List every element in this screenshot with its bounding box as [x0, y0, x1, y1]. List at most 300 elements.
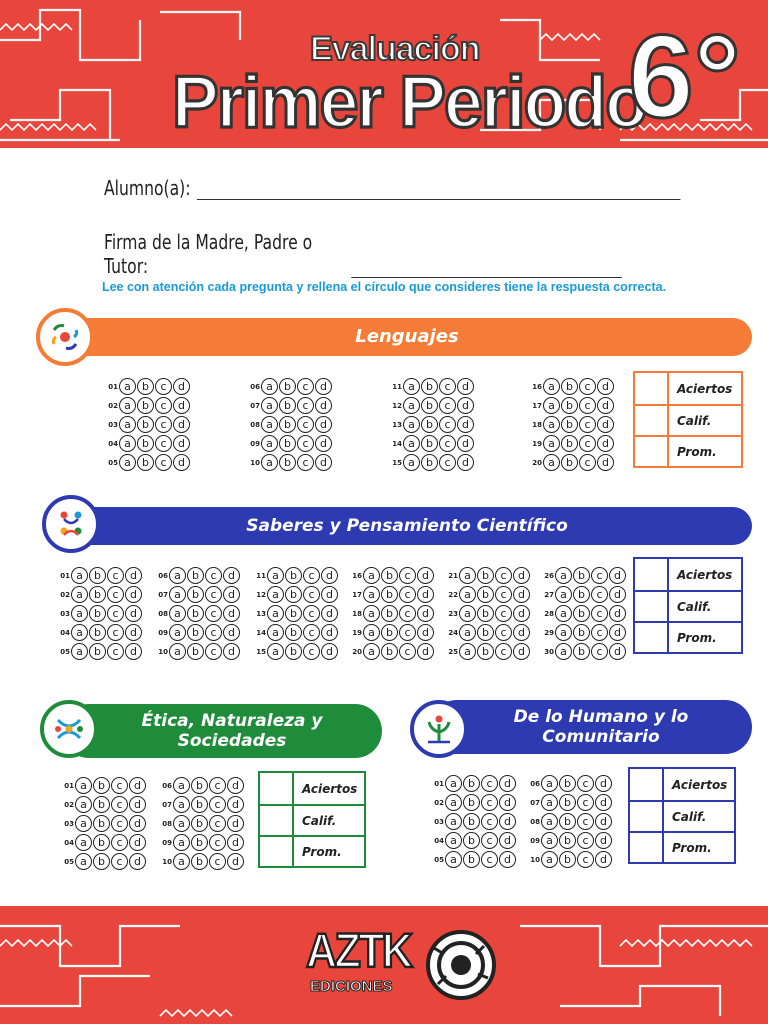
answer-bubble-d[interactable]: d [321, 586, 338, 603]
answer-bubble-d[interactable]: d [129, 853, 146, 870]
answer-bubble-d[interactable]: d [513, 567, 530, 584]
answer-bubble-c[interactable]: c [209, 815, 226, 832]
answer-bubble-b[interactable]: b [191, 834, 208, 851]
answer-bubble-b[interactable]: b [477, 605, 494, 622]
answer-bubble-d[interactable]: d [595, 775, 612, 792]
answer-bubble-b[interactable]: b [561, 416, 578, 433]
answer-bubble-b[interactable]: b [93, 777, 110, 794]
answer-bubble-b[interactable]: b [559, 775, 576, 792]
answer-bubble-a[interactable]: a [541, 775, 558, 792]
answer-bubble-c[interactable]: c [107, 643, 124, 660]
answer-bubble-c[interactable]: c [439, 416, 456, 433]
answer-bubble-d[interactable]: d [499, 794, 516, 811]
answer-bubble-a[interactable]: a [403, 397, 420, 414]
aciertos-input[interactable] [635, 559, 669, 590]
guardian-signature-line[interactable] [351, 258, 622, 278]
answer-bubble-b[interactable]: b [285, 605, 302, 622]
answer-bubble-a[interactable]: a [75, 815, 92, 832]
answer-bubble-a[interactable]: a [71, 643, 88, 660]
answer-bubble-d[interactable]: d [417, 624, 434, 641]
answer-bubble-d[interactable]: d [125, 567, 142, 584]
answer-bubble-d[interactable]: d [173, 397, 190, 414]
answer-bubble-c[interactable]: c [209, 834, 226, 851]
answer-bubble-b[interactable]: b [187, 605, 204, 622]
answer-bubble-d[interactable]: d [321, 643, 338, 660]
answer-bubble-b[interactable]: b [285, 643, 302, 660]
answer-bubble-b[interactable]: b [279, 378, 296, 395]
answer-bubble-a[interactable]: a [75, 777, 92, 794]
answer-bubble-d[interactable]: d [597, 397, 614, 414]
answer-bubble-c[interactable]: c [205, 586, 222, 603]
answer-bubble-c[interactable]: c [155, 378, 172, 395]
answer-bubble-c[interactable]: c [111, 815, 128, 832]
calif-input[interactable] [630, 800, 664, 831]
answer-bubble-b[interactable]: b [477, 643, 494, 660]
answer-bubble-b[interactable]: b [89, 643, 106, 660]
answer-bubble-d[interactable]: d [417, 605, 434, 622]
answer-bubble-b[interactable]: b [93, 796, 110, 813]
answer-bubble-b[interactable]: b [573, 567, 590, 584]
answer-bubble-c[interactable]: c [303, 567, 320, 584]
answer-bubble-c[interactable]: c [107, 586, 124, 603]
evaluation-title: Evaluación [310, 30, 480, 68]
answer-bubble-c[interactable]: c [577, 794, 594, 811]
answer-bubble-a[interactable]: a [173, 777, 190, 794]
answer-bubble-c[interactable]: c [205, 624, 222, 641]
guardian-signature-field[interactable] [104, 230, 622, 278]
etica-icon [40, 700, 98, 758]
answer-bubble-a[interactable]: a [71, 586, 88, 603]
answer-bubble-b[interactable]: b [477, 567, 494, 584]
answer-bubble-a[interactable]: a [459, 624, 476, 641]
answer-bubble-a[interactable]: a [169, 643, 186, 660]
answer-bubble-d[interactable]: d [457, 416, 474, 433]
aciertos-input[interactable] [630, 769, 664, 800]
prom-input[interactable] [635, 435, 669, 466]
answer-bubble-b[interactable]: b [421, 454, 438, 471]
answer-bubble-d[interactable]: d [513, 624, 530, 641]
answer-bubble-d[interactable]: d [595, 832, 612, 849]
prom-input[interactable] [630, 831, 664, 862]
answer-bubble-c[interactable]: c [297, 454, 314, 471]
answer-bubble-c[interactable]: c [297, 378, 314, 395]
answer-bubble-a[interactable]: a [543, 416, 560, 433]
answer-bubble-b[interactable]: b [559, 832, 576, 849]
answer-bubble-c[interactable]: c [399, 624, 416, 641]
answer-bubble-b[interactable]: b [191, 777, 208, 794]
answer-bubble-d[interactable]: d [129, 815, 146, 832]
answer-bubble-a[interactable]: a [459, 605, 476, 622]
answer-bubble-d[interactable]: d [609, 586, 626, 603]
answer-bubble-a[interactable]: a [543, 454, 560, 471]
answer-bubble-d[interactable]: d [129, 777, 146, 794]
answer-bubble-c[interactable]: c [579, 454, 596, 471]
calif-input[interactable] [635, 590, 669, 621]
answer-bubble-a[interactable]: a [261, 416, 278, 433]
answer-bubble-d[interactable]: d [417, 643, 434, 660]
answer-bubble-a[interactable]: a [363, 567, 380, 584]
answer-bubble-a[interactable]: a [363, 605, 380, 622]
answer-bubble-b[interactable]: b [187, 567, 204, 584]
answer-bubble-b[interactable]: b [381, 643, 398, 660]
answer-bubble-d[interactable]: d [173, 435, 190, 452]
answer-bubble-a[interactable]: a [169, 586, 186, 603]
answer-bubble-b[interactable]: b [89, 567, 106, 584]
answer-bubble-c[interactable]: c [399, 605, 416, 622]
answer-bubble-d[interactable]: d [223, 624, 240, 641]
answer-bubble-d[interactable]: d [499, 813, 516, 830]
answer-bubble-d[interactable]: d [227, 777, 244, 794]
answer-bubble-b[interactable]: b [191, 853, 208, 870]
answer-bubble-d[interactable]: d [499, 832, 516, 849]
answer-bubble-a[interactable]: a [541, 813, 558, 830]
answer-bubble-b[interactable]: b [477, 624, 494, 641]
answer-bubble-c[interactable]: c [591, 624, 608, 641]
answer-bubble-a[interactable]: a [71, 605, 88, 622]
answer-bubble-d[interactable]: d [129, 796, 146, 813]
answer-bubble-d[interactable]: d [227, 796, 244, 813]
answer-bubble-c[interactable]: c [481, 813, 498, 830]
answer-bubble-d[interactable]: d [227, 834, 244, 851]
answer-bubble-b[interactable]: b [279, 397, 296, 414]
answer-bubble-c[interactable]: c [481, 794, 498, 811]
aciertos-input[interactable] [260, 773, 294, 804]
answer-bubble-d[interactable]: d [321, 624, 338, 641]
answer-bubble-c[interactable]: c [155, 397, 172, 414]
answer-bubble-b[interactable]: b [187, 643, 204, 660]
answer-bubble-c[interactable]: c [439, 454, 456, 471]
question-number: 18 [352, 609, 362, 618]
answer-bubble-b[interactable]: b [279, 435, 296, 452]
answer-bubble-b[interactable]: b [285, 586, 302, 603]
answer-bubble-d[interactable]: d [227, 815, 244, 832]
answer-bubble-d[interactable]: d [499, 851, 516, 868]
answer-bubble-a[interactable]: a [555, 567, 572, 584]
answer-bubble-b[interactable]: b [93, 815, 110, 832]
answer-bubble-a[interactable]: a [459, 643, 476, 660]
answer-bubble-b[interactable]: b [381, 624, 398, 641]
answer-bubble-b[interactable]: b [463, 832, 480, 849]
answer-bubble-a[interactable]: a [403, 416, 420, 433]
answer-bubble-d[interactable]: d [597, 454, 614, 471]
answer-bubble-b[interactable]: b [421, 435, 438, 452]
answer-bubble-d[interactable]: d [417, 586, 434, 603]
answer-bubble-d[interactable]: d [125, 624, 142, 641]
answer-bubble-b[interactable]: b [137, 454, 154, 471]
answer-bubble-b[interactable]: b [573, 643, 590, 660]
answer-bubble-a[interactable]: a [75, 853, 92, 870]
answer-bubble-b[interactable]: b [137, 397, 154, 414]
answer-bubble-a[interactable]: a [267, 586, 284, 603]
answer-bubble-a[interactable]: a [541, 832, 558, 849]
answer-bubble-c[interactable]: c [155, 435, 172, 452]
answer-bubble-a[interactable]: a [119, 454, 136, 471]
answer-bubble-d[interactable]: d [315, 378, 332, 395]
answer-bubble-c[interactable]: c [297, 435, 314, 452]
answer-bubble-d[interactable]: d [597, 378, 614, 395]
answer-bubble-d[interactable]: d [173, 454, 190, 471]
answer-bubble-b[interactable]: b [573, 586, 590, 603]
answer-bubble-c[interactable]: c [495, 624, 512, 641]
answer-bubble-b[interactable]: b [381, 605, 398, 622]
answer-bubble-d[interactable]: d [173, 378, 190, 395]
answer-bubble-d[interactable]: d [609, 605, 626, 622]
prom-input[interactable] [635, 621, 669, 652]
answer-bubble-b[interactable]: b [285, 624, 302, 641]
answer-bubble-a[interactable]: a [445, 813, 462, 830]
answer-bubble-a[interactable]: a [403, 454, 420, 471]
answer-bubble-c[interactable]: c [205, 605, 222, 622]
answer-bubble-b[interactable]: b [573, 624, 590, 641]
answer-bubble-c[interactable]: c [111, 796, 128, 813]
answer-bubble-a[interactable]: a [119, 416, 136, 433]
answer-bubble-d[interactable]: d [499, 775, 516, 792]
answer-bubble-c[interactable]: c [439, 397, 456, 414]
answer-bubble-c[interactable]: c [111, 777, 128, 794]
answer-bubble-d[interactable]: d [315, 397, 332, 414]
answer-bubble-d[interactable]: d [595, 794, 612, 811]
answer-bubble-d[interactable]: d [457, 397, 474, 414]
answer-bubble-a[interactable]: a [403, 435, 420, 452]
answer-bubble-c[interactable]: c [399, 586, 416, 603]
answer-bubble-a[interactable]: a [459, 567, 476, 584]
answer-bubble-c[interactable]: c [591, 586, 608, 603]
answer-bubble-a[interactable]: a [119, 397, 136, 414]
answer-bubble-c[interactable]: c [577, 775, 594, 792]
answer-bubble-c[interactable]: c [399, 643, 416, 660]
answer-bubble-b[interactable]: b [93, 853, 110, 870]
answer-bubble-b[interactable]: b [381, 586, 398, 603]
answer-bubble-c[interactable]: c [495, 605, 512, 622]
answer-bubble-c[interactable]: c [481, 775, 498, 792]
answer-bubble-a[interactable]: a [71, 567, 88, 584]
answer-bubble-c[interactable]: c [591, 567, 608, 584]
answer-bubble-a[interactable]: a [363, 624, 380, 641]
answer-bubble-d[interactable]: d [513, 586, 530, 603]
answer-bubble-b[interactable]: b [137, 378, 154, 395]
answer-bubble-d[interactable]: d [457, 454, 474, 471]
answer-bubble-a[interactable]: a [555, 643, 572, 660]
student-name-field[interactable] [104, 176, 680, 200]
answer-bubble-c[interactable]: c [209, 777, 226, 794]
answer-bubble-a[interactable]: a [169, 624, 186, 641]
answer-bubble-a[interactable]: a [363, 643, 380, 660]
answer-bubble-a[interactable]: a [173, 834, 190, 851]
answer-bubble-a[interactable]: a [71, 624, 88, 641]
answer-bubble-c[interactable]: c [579, 378, 596, 395]
answer-bubble-b[interactable]: b [279, 416, 296, 433]
answer-bubble-c[interactable]: c [209, 796, 226, 813]
answer-bubble-d[interactable]: d [595, 813, 612, 830]
answer-bubble-a[interactable]: a [445, 775, 462, 792]
answer-bubble-a[interactable]: a [267, 567, 284, 584]
answer-bubble-a[interactable]: a [173, 815, 190, 832]
answer-bubble-d[interactable]: d [315, 435, 332, 452]
answer-bubble-d[interactable]: d [227, 853, 244, 870]
answer-bubble-a[interactable]: a [75, 834, 92, 851]
answer-bubble-d[interactable]: d [457, 435, 474, 452]
answer-bubble-c[interactable]: c [209, 853, 226, 870]
answer-bubble-a[interactable]: a [261, 435, 278, 452]
answer-bubble-b[interactable]: b [89, 586, 106, 603]
answer-bubble-d[interactable]: d [597, 435, 614, 452]
answer-bubble-b[interactable]: b [381, 567, 398, 584]
answer-bubble-c[interactable]: c [591, 605, 608, 622]
answer-bubble-c[interactable]: c [495, 643, 512, 660]
answer-bubble-a[interactable]: a [75, 796, 92, 813]
answer-bubble-b[interactable]: b [463, 813, 480, 830]
answer-bubble-b[interactable]: b [561, 454, 578, 471]
answer-bubble-a[interactable]: a [169, 567, 186, 584]
answer-bubble-d[interactable]: d [125, 643, 142, 660]
answer-bubble-a[interactable]: a [261, 378, 278, 395]
answer-bubble-b[interactable]: b [561, 378, 578, 395]
answer-bubble-a[interactable]: a [445, 832, 462, 849]
answer-bubble-c[interactable]: c [439, 378, 456, 395]
answer-bubble-d[interactable]: d [125, 586, 142, 603]
answer-bubble-d[interactable]: d [125, 605, 142, 622]
answer-bubble-d[interactable]: d [513, 605, 530, 622]
answer-bubble-b[interactable]: b [187, 586, 204, 603]
answer-bubble-c[interactable]: c [155, 416, 172, 433]
answer-bubble-c[interactable]: c [303, 586, 320, 603]
answer-bubble-c[interactable]: c [495, 567, 512, 584]
answer-bubble-c[interactable]: c [205, 643, 222, 660]
answer-bubble-d[interactable]: d [321, 567, 338, 584]
answer-bubble-a[interactable]: a [119, 435, 136, 452]
answer-bubble-c[interactable]: c [577, 851, 594, 868]
answer-bubble-c[interactable]: c [481, 832, 498, 849]
answer-bubble-c[interactable]: c [481, 851, 498, 868]
answer-bubble-b[interactable]: b [421, 416, 438, 433]
answer-bubble-a[interactable]: a [267, 643, 284, 660]
answer-bubble-a[interactable]: a [169, 605, 186, 622]
answer-bubble-b[interactable]: b [463, 775, 480, 792]
answer-bubble-a[interactable]: a [543, 378, 560, 395]
answer-bubble-d[interactable]: d [223, 567, 240, 584]
answer-bubble-b[interactable]: b [559, 851, 576, 868]
answer-bubble-a[interactable]: a [119, 378, 136, 395]
answer-bubble-a[interactable]: a [261, 397, 278, 414]
answer-bubble-c[interactable]: c [107, 605, 124, 622]
answer-bubble-c[interactable]: c [303, 624, 320, 641]
answer-bubble-a[interactable]: a [173, 853, 190, 870]
answer-bubble-d[interactable]: d [315, 416, 332, 433]
answer-bubble-c[interactable]: c [495, 586, 512, 603]
answer-bubble-b[interactable]: b [463, 851, 480, 868]
answer-bubble-a[interactable]: a [459, 586, 476, 603]
answer-bubble-a[interactable]: a [555, 605, 572, 622]
aciertos-input[interactable] [635, 373, 669, 404]
answer-bubble-d[interactable]: d [315, 454, 332, 471]
answer-bubble-d[interactable]: d [321, 605, 338, 622]
answer-bubble-b[interactable]: b [559, 813, 576, 830]
answer-bubble-c[interactable]: c [579, 397, 596, 414]
calif-input[interactable] [260, 804, 294, 835]
answer-bubble-c[interactable]: c [107, 567, 124, 584]
answer-bubble-c[interactable]: c [297, 397, 314, 414]
answer-bubble-b[interactable]: b [285, 567, 302, 584]
answer-bubble-a[interactable]: a [267, 624, 284, 641]
answer-bubble-c[interactable]: c [579, 435, 596, 452]
answer-bubble-b[interactable]: b [421, 397, 438, 414]
answer-bubble-d[interactable]: d [173, 416, 190, 433]
answer-bubble-d[interactable]: d [513, 643, 530, 660]
answer-bubble-a[interactable]: a [541, 794, 558, 811]
answer-bubble-a[interactable]: a [173, 796, 190, 813]
answer-bubble-d[interactable]: d [223, 605, 240, 622]
answer-bubble-d[interactable]: d [595, 851, 612, 868]
answer-bubble-a[interactable]: a [555, 586, 572, 603]
answer-bubble-a[interactable]: a [543, 435, 560, 452]
answer-bubble-a[interactable]: a [541, 851, 558, 868]
answer-bubble-d[interactable]: d [223, 586, 240, 603]
answer-bubble-b[interactable]: b [89, 605, 106, 622]
answer-bubble-c[interactable]: c [111, 834, 128, 851]
answer-bubble-d[interactable]: d [609, 624, 626, 641]
question-row [154, 604, 241, 623]
answer-bubble-c[interactable]: c [107, 624, 124, 641]
answer-bubble-a[interactable]: a [543, 397, 560, 414]
answer-bubble-c[interactable]: c [579, 416, 596, 433]
answer-bubble-b[interactable]: b [89, 624, 106, 641]
answer-bubble-b[interactable]: b [191, 796, 208, 813]
answer-bubble-b[interactable]: b [463, 794, 480, 811]
answer-bubble-d[interactable]: d [457, 378, 474, 395]
calif-input[interactable] [635, 404, 669, 435]
answer-bubble-d[interactable]: d [223, 643, 240, 660]
answer-bubble-b[interactable]: b [137, 435, 154, 452]
answer-bubble-a[interactable]: a [445, 794, 462, 811]
answer-bubble-d[interactable]: d [609, 643, 626, 660]
answer-bubble-b[interactable]: b [137, 416, 154, 433]
answer-bubble-b[interactable]: b [561, 397, 578, 414]
answer-bubble-a[interactable]: a [261, 454, 278, 471]
answer-bubble-d[interactable]: d [609, 567, 626, 584]
answer-bubble-b[interactable]: b [93, 834, 110, 851]
answer-bubble-d[interactable]: d [129, 834, 146, 851]
answer-bubble-b[interactable]: b [191, 815, 208, 832]
answer-bubble-b[interactable]: b [561, 435, 578, 452]
answer-bubble-b[interactable]: b [559, 794, 576, 811]
answer-bubble-c[interactable]: c [303, 605, 320, 622]
answer-bubble-b[interactable]: b [573, 605, 590, 622]
student-name-line[interactable] [197, 180, 681, 200]
answer-bubble-a[interactable]: a [445, 851, 462, 868]
answer-bubble-b[interactable]: b [421, 378, 438, 395]
prom-input[interactable] [260, 835, 294, 866]
answer-bubble-c[interactable]: c [591, 643, 608, 660]
answer-bubble-c[interactable]: c [303, 643, 320, 660]
answer-bubble-c[interactable]: c [577, 813, 594, 830]
answer-bubble-d[interactable]: d [597, 416, 614, 433]
answer-bubble-a[interactable]: a [403, 378, 420, 395]
answer-bubble-a[interactable]: a [363, 586, 380, 603]
answer-bubble-c[interactable]: c [155, 454, 172, 471]
answer-bubble-b[interactable]: b [477, 586, 494, 603]
answer-bubble-d[interactable]: d [417, 567, 434, 584]
answer-bubble-c[interactable]: c [577, 832, 594, 849]
answer-bubble-c[interactable]: c [439, 435, 456, 452]
answer-bubble-b[interactable]: b [187, 624, 204, 641]
answer-bubble-c[interactable]: c [399, 567, 416, 584]
answer-bubble-b[interactable]: b [279, 454, 296, 471]
answer-bubble-c[interactable]: c [205, 567, 222, 584]
answer-bubble-a[interactable]: a [555, 624, 572, 641]
answer-bubble-a[interactable]: a [267, 605, 284, 622]
answer-bubble-c[interactable]: c [297, 416, 314, 433]
answer-bubble-c[interactable]: c [111, 853, 128, 870]
